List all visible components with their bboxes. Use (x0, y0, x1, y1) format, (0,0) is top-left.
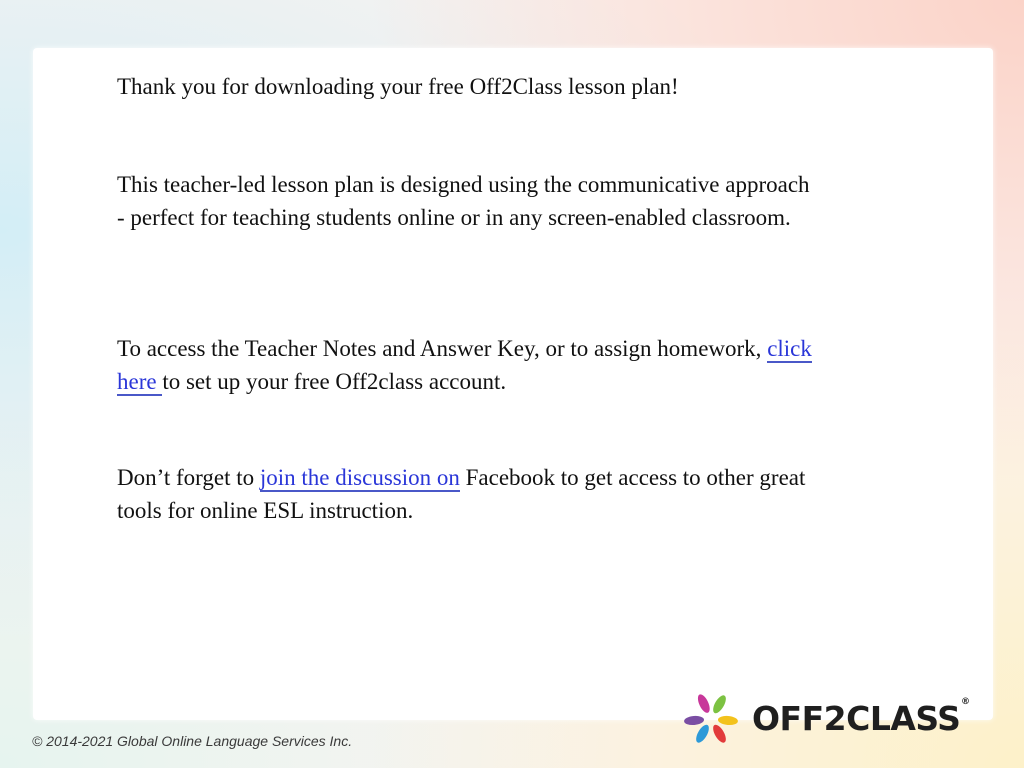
lesson-description-line: This teacher-led lesson plan is designed using the communicative approach - perfect for teaching students online or in any screen-enabled classroom. (117, 172, 810, 230)
flower-logo-icon (680, 688, 742, 748)
join-discussion-link[interactable]: join the discussion on (259, 465, 460, 490)
lesson-description-text (117, 168, 817, 234)
registered-mark: ® (960, 696, 970, 707)
teacher-notes-after: to set up your free Off2class account. (162, 369, 507, 394)
brand-wordmark (752, 696, 970, 738)
teacher-notes-before: To access the Teacher Notes and Answer Key, or to assign homework, (117, 336, 768, 361)
facebook-text (117, 461, 817, 527)
click-here-link[interactable]: click here (117, 336, 812, 394)
brand-name: OFF2CLASS (752, 698, 961, 738)
teacher-notes-text (117, 332, 817, 398)
thank-you-text (117, 70, 817, 103)
copyright-footer: © 2014-2021 Global Online Language Services Inc. (32, 733, 353, 749)
facebook-before: Don’t forget to (117, 465, 260, 490)
facebook-after: Facebook to get access to other great tools for online ESL instruction. (117, 465, 806, 523)
off2class-logo (680, 688, 980, 748)
thank-you-line: Thank you for downloading your free Off2Class lesson plan! (117, 74, 679, 99)
